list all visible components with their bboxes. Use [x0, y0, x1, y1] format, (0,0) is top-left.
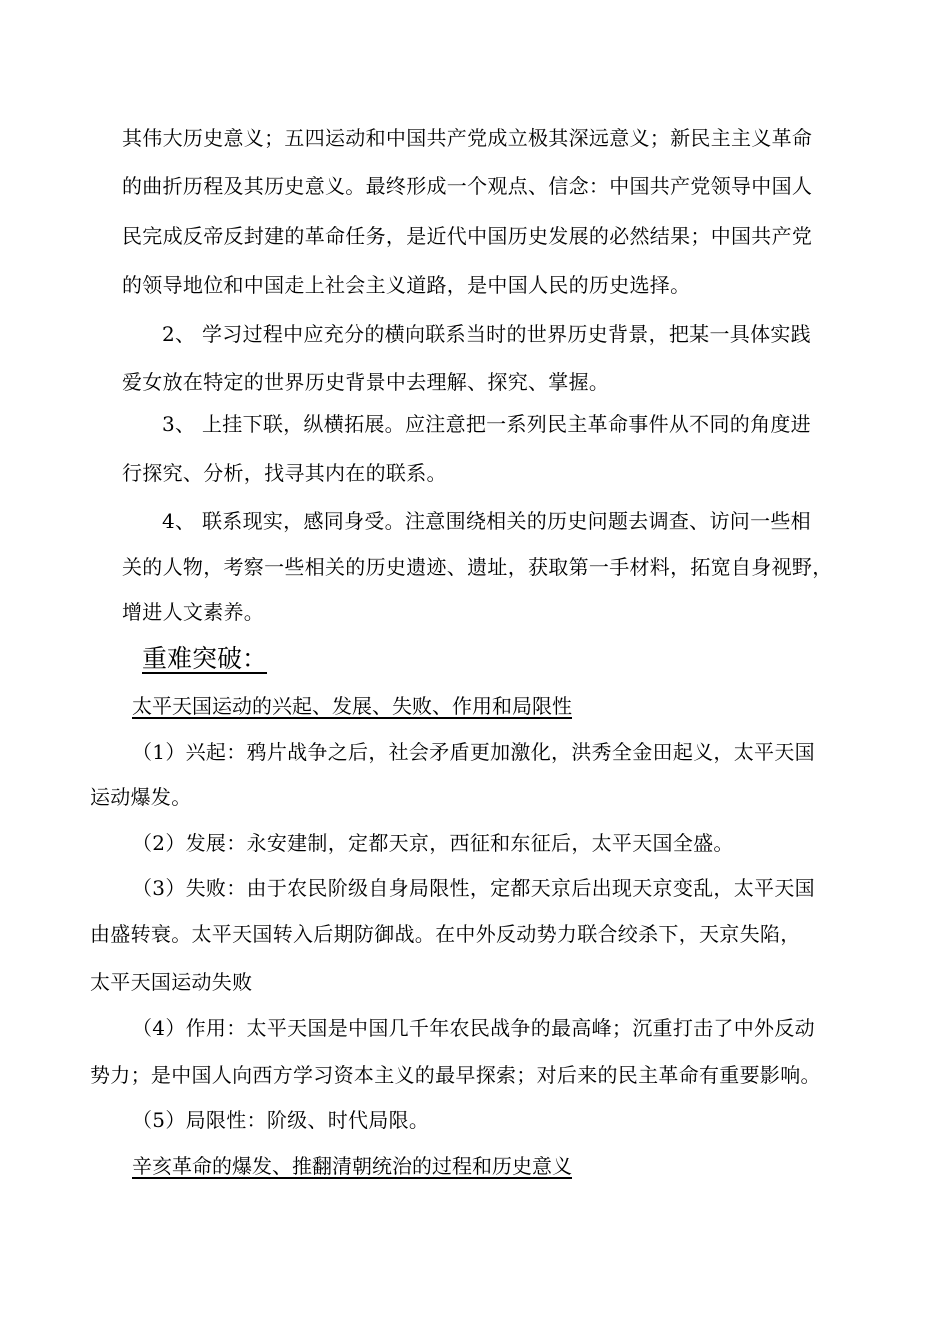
method-4-line-3: 增进人文素养。 — [122, 600, 265, 624]
intro-line-1: 其伟大历史意义；五四运动和中国共产党成立极其深远意义；新民主主义革命 — [122, 126, 813, 150]
method-3-line-2: 行探究、分析，找寻其内在的联系。 — [122, 461, 447, 485]
intro-line-2: 的曲折历程及其历史意义。最终形成一个观点、信念：中国共产党领导中国人 — [122, 174, 813, 198]
topic-1-item-3-line-1: （3）失败：由于农民阶级自身局限性，定都天京后出现天京变乱，太平天国 — [132, 876, 815, 900]
method-4-line-2: 关的人物，考察一些相关的历史遗迹、遗址，获取第一手材料，拓宽自身视野， — [122, 555, 833, 579]
breakthrough-heading: 重难突破： — [142, 644, 268, 673]
topic-1-item-2-line-1: （2）发展：永安建制，定都天京，西征和东征后，太平天国全盛。 — [132, 831, 734, 855]
method-3-line-1: 3、 上挂下联，纵横拓展。应注意把一系列民主革命事件从不同的角度进 — [162, 412, 811, 436]
intro-line-3: 民完成反帝反封建的革命任务，是近代中国历史发展的必然结果；中国共产党 — [122, 224, 813, 248]
topic-1-title: 太平天国运动的兴起、发展、失败、作用和局限性 — [132, 694, 572, 718]
topic-1-item-1-line-1: （1）兴起：鸦片战争之后，社会矛盾更加激化，洪秀全金田起义，太平天国 — [132, 740, 815, 764]
topic-1-item-1-line-2: 运动爆发。 — [90, 785, 192, 809]
method-2-line-2: 爱女放在特定的世界历史背景中去理解、探究、掌握。 — [122, 370, 610, 394]
topic-2-title: 辛亥革命的爆发、推翻清朝统治的过程和历史意义 — [132, 1154, 572, 1178]
topic-1-item-5-line-1: （5）局限性：阶级、时代局限。 — [132, 1108, 430, 1132]
method-4-line-1: 4、 联系现实，感同身受。注意围绕相关的历史问题去调查、访问一些相 — [162, 509, 811, 533]
intro-line-4: 的领导地位和中国走上社会主义道路，是中国人民的历史选择。 — [122, 273, 691, 297]
topic-1-item-3-line-3: 太平天国运动失败 — [90, 970, 253, 994]
topic-1-item-4-line-2: 势力；是中国人向西方学习资本主义的最早探索；对后来的民主革命有重要影响。 — [90, 1063, 821, 1087]
topic-1-item-3-line-2: 由盛转衰。太平天国转入后期防御战。在中外反动势力联合绞杀下，天京失陷， — [90, 922, 801, 946]
method-2-line-1: 2、 学习过程中应充分的横向联系当时的世界历史背景，把某一具体实践 — [162, 322, 811, 346]
topic-1-item-4-line-1: （4）作用：太平天国是中国几千年农民战争的最高峰；沉重打击了中外反动 — [132, 1016, 815, 1040]
